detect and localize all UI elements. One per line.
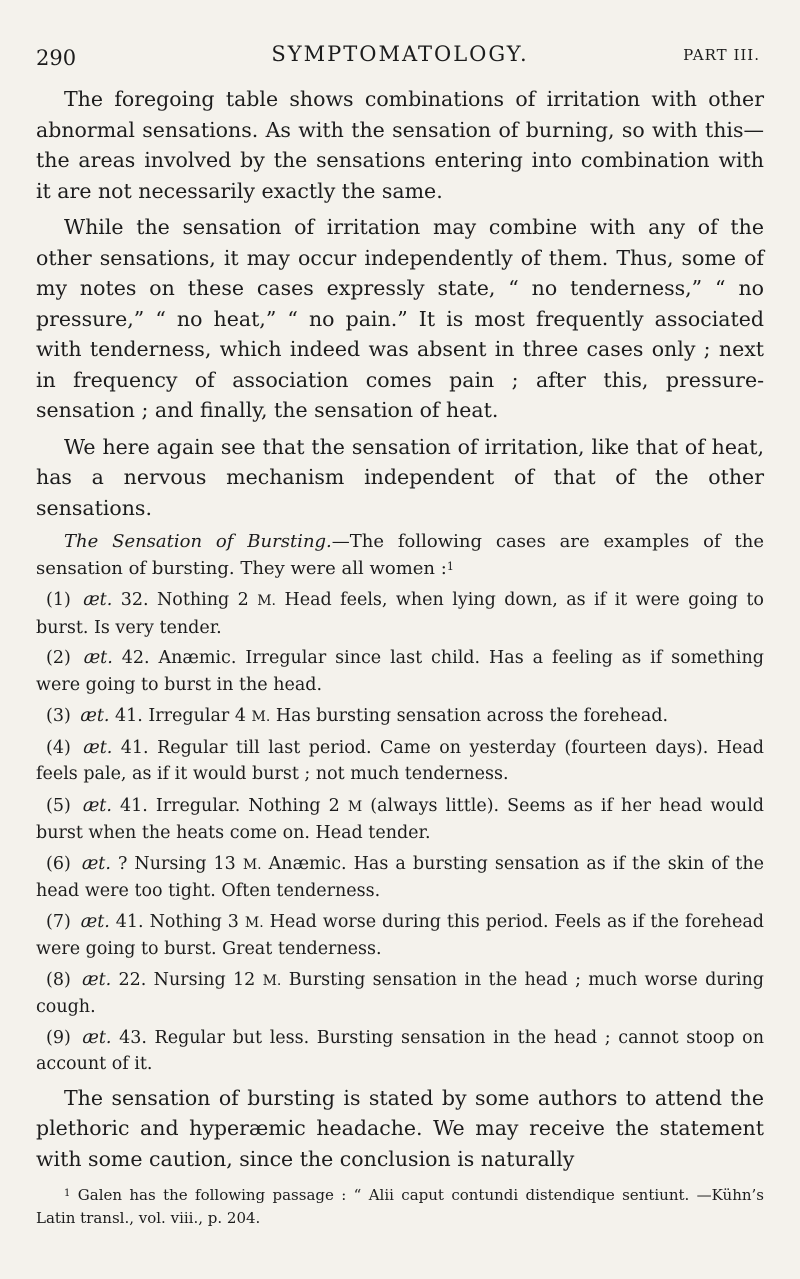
case-months-unit: M. — [262, 972, 282, 989]
case-text: ? Nursing 13 — [117, 853, 236, 874]
case-text: 41. Irregular 4 — [115, 706, 246, 726]
case-age-abbrev: æt. — [83, 590, 113, 610]
case-number: (2) — [46, 648, 71, 668]
page-body — [36, 84, 764, 1230]
case-entry — [36, 1025, 764, 1079]
section-intro-text: —The following cases are examples of the sensation of bursting. They were all women : — [36, 531, 764, 579]
case-text: 32. Nothing 2 — [120, 590, 249, 610]
footnote-mark: 1 — [64, 1188, 71, 1199]
case-number: (9) — [46, 1027, 71, 1048]
section-heading: The Sensation of Bursting. — [64, 531, 332, 552]
case-list — [36, 587, 764, 1079]
case-text-continued: Has bursting sensation across the forehead. — [275, 706, 669, 726]
case-text-continued: Head feels, when lying down, as if it were going to burst. Is very tender. — [36, 590, 764, 638]
running-title: SYMPTOMATOLOGY. — [271, 42, 529, 66]
case-number: (1) — [46, 590, 71, 610]
case-text: 43. Regular but less. Bursting sensation in the head ; cannot stoop on account of it. — [36, 1027, 764, 1074]
paragraph-mechanism: We here again see that the sensation of irritation, like that of heat, has a nervous mechanism independent of that of the other sensations. — [36, 434, 764, 520]
paragraph-bursting-intro — [36, 529, 764, 582]
case-months-unit: M. — [242, 856, 262, 873]
case-number: (4) — [46, 737, 71, 758]
case-text-continued: (always little). Seems as if her head would burst when the heats come on. Head tender. — [36, 795, 764, 843]
running-header — [36, 30, 764, 70]
case-entry — [36, 909, 764, 963]
part-label: PART III. — [683, 46, 760, 64]
footnote-reference: 1 — [446, 559, 454, 573]
case-number: (3) — [46, 706, 71, 726]
case-entry — [36, 967, 764, 1021]
case-entry — [36, 793, 764, 847]
case-entry — [36, 735, 764, 789]
footnote-text: Galen has the following passage : “ Alii caput contundi distendique sentiunt. —Kühn’s Latin transl., vol. viii., p. 204. — [36, 1186, 764, 1227]
case-age-abbrev: æt. — [83, 737, 113, 758]
case-number: (8) — [46, 969, 71, 990]
case-age-abbrev: æt. — [83, 648, 113, 668]
case-text: 41. Nothing 3 — [115, 911, 239, 932]
case-text: 41. Regular till last period. Came on yesterday (fourteen days). Head feels pale, as if it would burst ; not much tenderness. — [36, 737, 764, 784]
paragraph-independent: While the sensation of irritation may combine with any of the other sensations, it may occur independently of them. Thus, some of my notes on these cases expressly state, “ no tenderness,” “ no pressure,” “ no heat,” “ no pain.” It is most frequently associated with tenderness, which indeed was absent in three cases only ; next in frequency of association comes pain ; after this, pressure-sensation ; and finally, the sensation of heat. — [36, 215, 764, 422]
case-months-unit: M. — [251, 709, 271, 725]
case-text-continued: Head worse during this period. Feels as if the forehead were going to burst. Great tenderness. — [36, 911, 764, 959]
case-age-abbrev: æt. — [80, 911, 110, 932]
case-entry — [36, 851, 764, 905]
case-text: 42. Anæmic. Irregular since last child. Has a feeling as if something were going to burst in the head. — [36, 648, 764, 695]
case-entry — [36, 587, 764, 641]
case-age-abbrev: æt. — [82, 969, 112, 990]
case-age-abbrev: æt. — [81, 853, 111, 874]
case-text-continued: Bursting sensation in the head ; much worse during cough. — [36, 969, 764, 1017]
case-number: (6) — [46, 853, 71, 874]
case-number: (5) — [46, 795, 71, 816]
page-number: 290 — [36, 46, 77, 70]
case-age-abbrev: æt. — [82, 795, 112, 816]
case-entry — [36, 645, 764, 699]
case-text-continued: Anæmic. Has a bursting sensation as if the skin of the head were too tight. Often tenderness. — [36, 853, 764, 901]
case-months-unit: M. — [244, 914, 264, 931]
case-text: 41. Irregular. Nothing 2 — [119, 795, 340, 816]
case-entry — [36, 703, 764, 731]
footnote — [36, 1184, 764, 1230]
case-months-unit: M. — [257, 593, 277, 609]
case-text: 22. Nursing 12 — [118, 969, 256, 990]
paragraph-combinations: The foregoing table shows combinations of irritation with other abnormal sensations. As with the sensation of burning, so with this—the areas involved by the sensations entering into combination with it are not necessarily exactly the same. — [36, 87, 764, 203]
case-age-abbrev: æt. — [82, 1027, 112, 1048]
case-months-unit: M — [347, 798, 363, 815]
paragraph-conclusion: The sensation of bursting is stated by some authors to attend the plethoric and hyperæmic headache. We may receive the statement with some caution, since the conclusion is naturally — [36, 1085, 764, 1171]
case-age-abbrev: æt. — [80, 706, 110, 726]
case-number: (7) — [46, 911, 71, 932]
